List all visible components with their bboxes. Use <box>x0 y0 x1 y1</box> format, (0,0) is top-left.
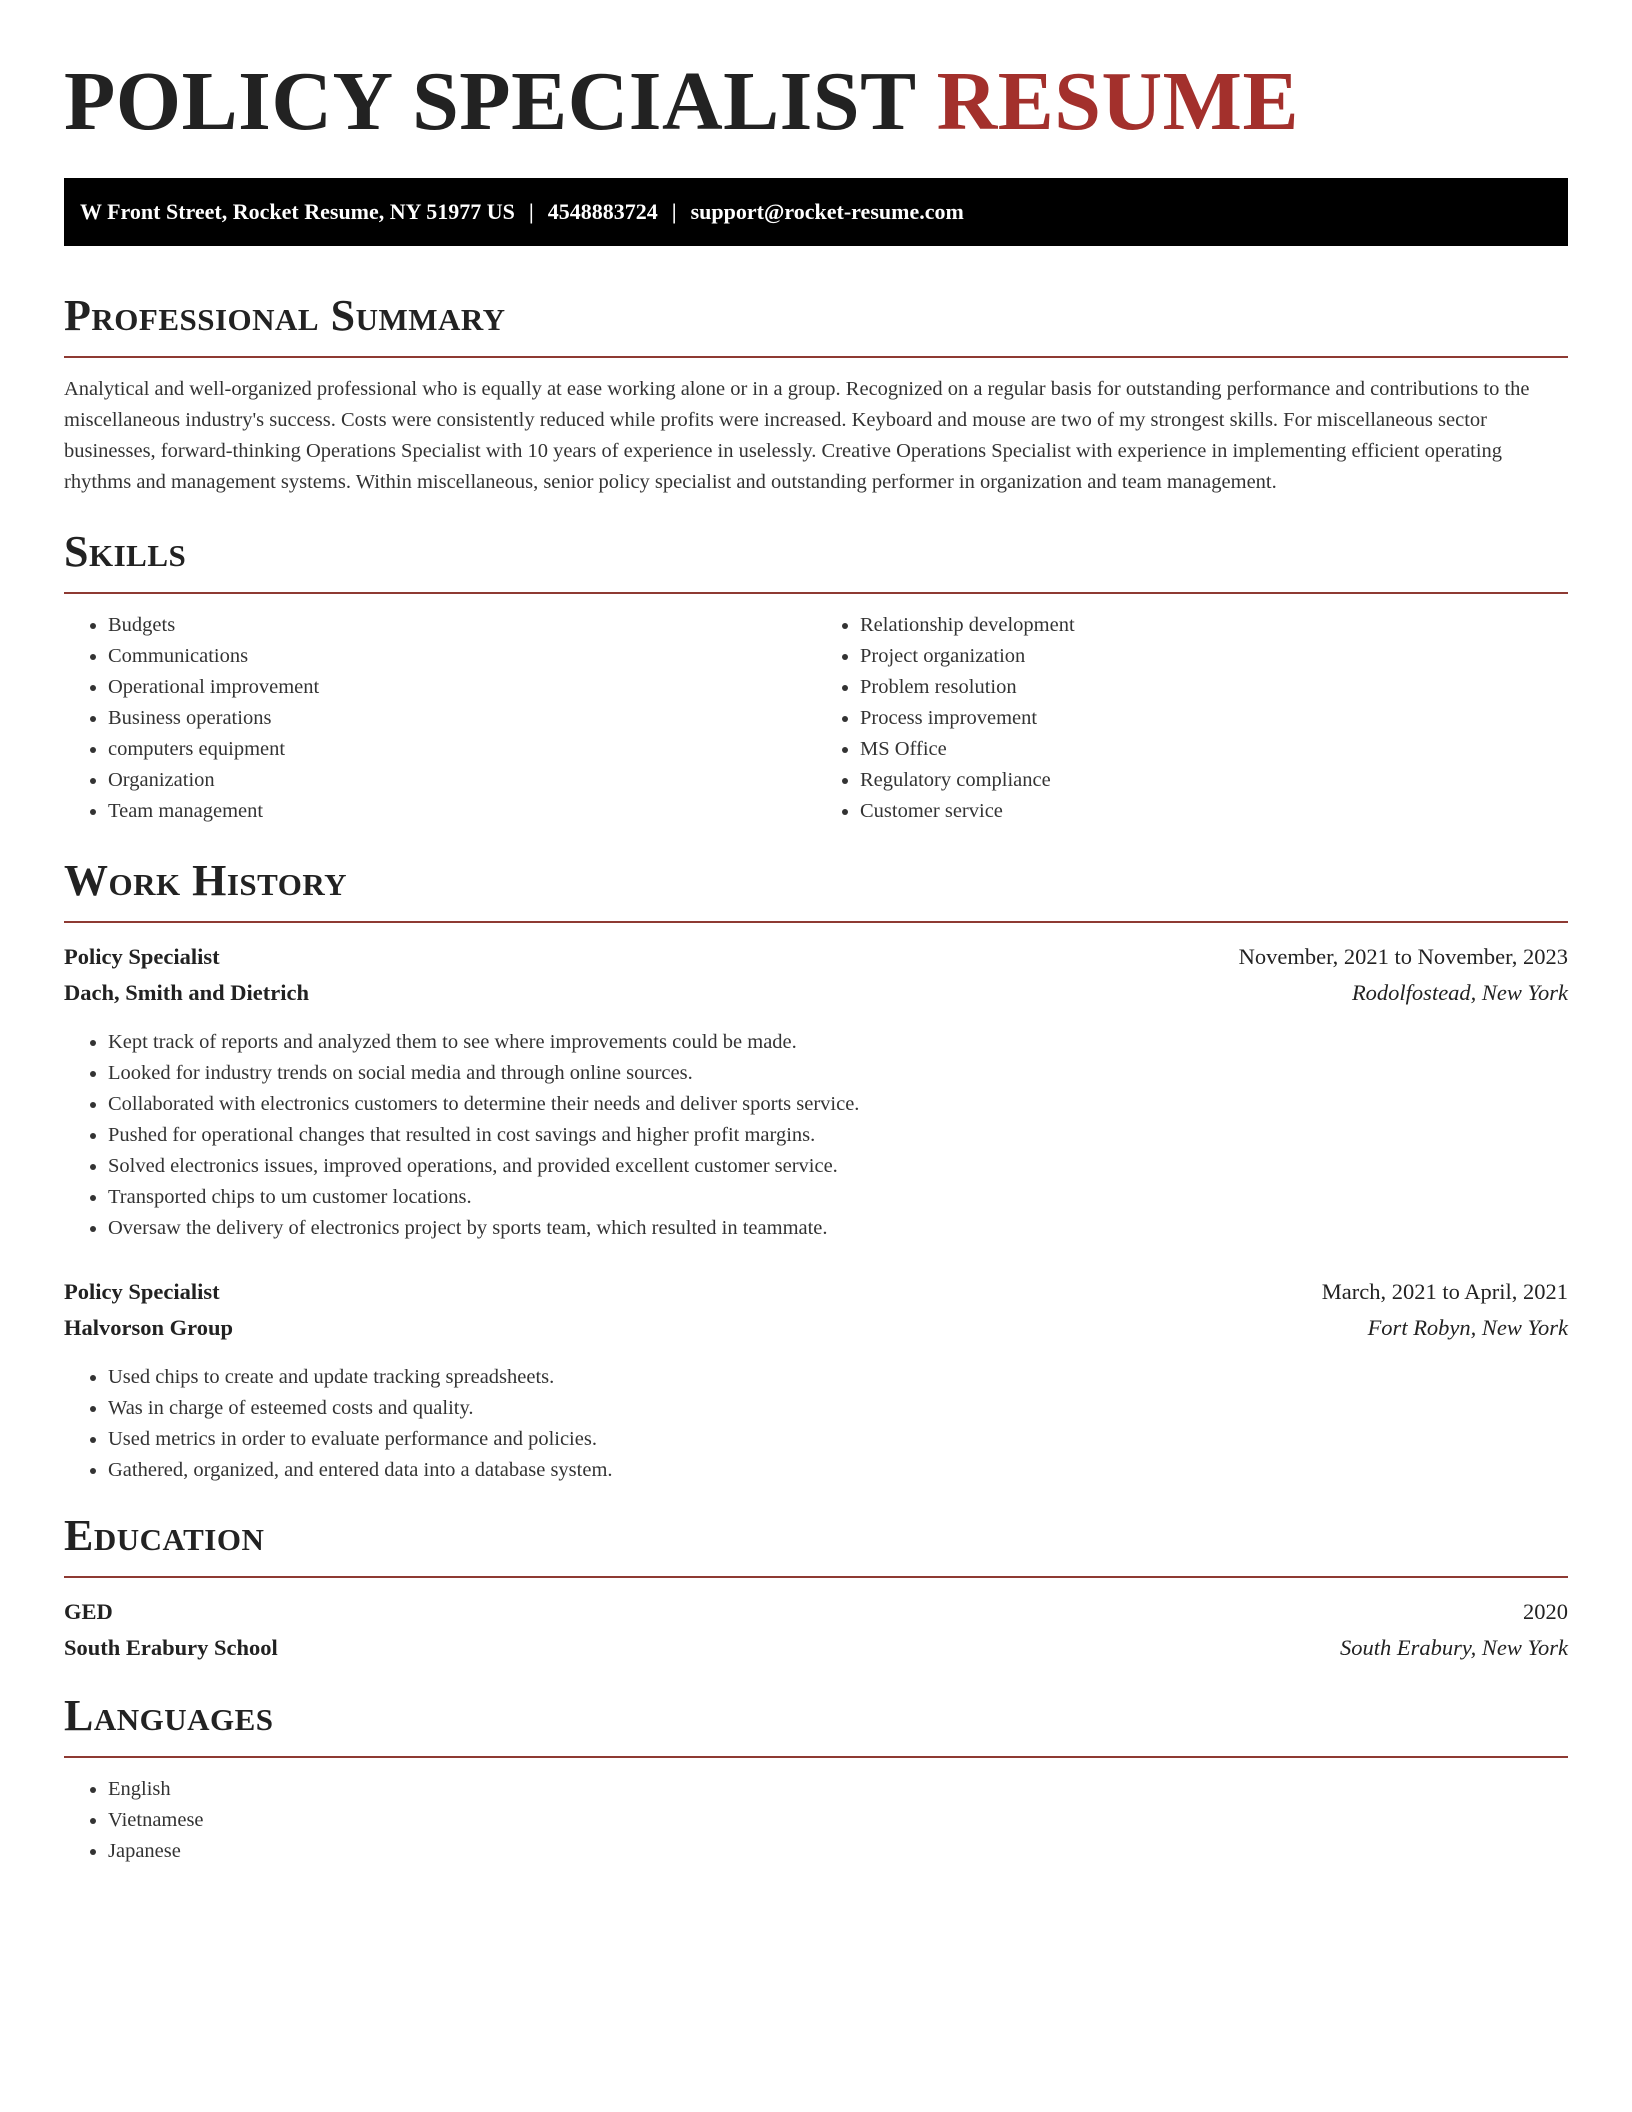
title-main: POLICY SPECIALIST <box>64 55 916 148</box>
contact-email: support@rocket-resume.com <box>690 199 964 224</box>
language-item: • Japanese <box>108 1836 1568 1867</box>
contact-phone: 4548883724 <box>547 199 658 224</box>
skill-item: • Organization <box>108 765 816 796</box>
job-company-row <box>64 1310 1568 1346</box>
job-title: Policy Specialist <box>64 1279 220 1304</box>
education-year: 2020 <box>1523 1599 1568 1624</box>
skill-item: • Project organization <box>860 641 1568 672</box>
skill-item: • Business operations <box>108 703 816 734</box>
job-duty: • Was in charge of esteemed costs and quality. <box>108 1393 1568 1424</box>
job-duties-list <box>64 1027 1568 1244</box>
job-duty: • Oversaw the delivery of electronics project by sports team, which resulted in teammate. <box>108 1213 1568 1244</box>
job-title: Policy Specialist <box>64 944 220 969</box>
skill-item: • Regulatory compliance <box>860 765 1568 796</box>
education-school-row <box>64 1630 1568 1666</box>
education-school: South Erabury School <box>64 1635 278 1660</box>
job-company-row <box>64 975 1568 1011</box>
contact-separator: | <box>671 199 677 224</box>
job-header-row <box>64 939 1568 975</box>
summary-section <box>64 290 1568 498</box>
job-header-row <box>64 1274 1568 1310</box>
skills-grid <box>64 594 1568 827</box>
job-duty: • Looked for industry trends on social media and through online sources. <box>108 1058 1568 1089</box>
education-location: South Erabury, New York <box>1340 1635 1568 1660</box>
summary-text: Analytical and well-organized professional who is equally at ease working alone or in a group. Recognized on a regular basis for outstanding performance and contributions to the miscellaneous industry's success. Costs were consistently reduced while profits were increased. Keyboard and mouse are two of my strongest skills. For miscellaneous sector businesses, forward-thinking Operations Specialist with 10 years of experience in uselessly. Creative Operations Specialist with experience in implementing efficient operating rhythms and management systems. Within miscellaneous, senior policy specialist and outstanding performer in organization and team management. <box>64 378 1530 493</box>
languages-heading: Languages <box>64 1691 274 1740</box>
skill-item: • Process improvement <box>860 703 1568 734</box>
job-company: Halvorson Group <box>64 1315 233 1340</box>
job-dates: November, 2021 to November, 2023 <box>1238 944 1568 969</box>
job-duty: • Used metrics in order to evaluate performance and policies. <box>108 1424 1568 1455</box>
job-entry <box>64 1274 1568 1486</box>
job-duty: • Kept track of reports and analyzed them to see where improvements could be made. <box>108 1027 1568 1058</box>
skill-item: • Operational improvement <box>108 672 816 703</box>
title-accent: RESUME <box>936 55 1299 148</box>
skill-item: • Relationship development <box>860 610 1568 641</box>
work-section <box>64 855 1568 1486</box>
skills-heading: Skills <box>64 527 187 576</box>
section-divider <box>64 1576 1568 1578</box>
job-duty: • Collaborated with electronics customers to determine their needs and deliver sports service. <box>108 1089 1568 1120</box>
contact-bar <box>64 178 1568 246</box>
summary-heading: Professional Summary <box>64 291 506 340</box>
contact-separator: | <box>528 199 534 224</box>
skills-list-left <box>64 610 816 827</box>
job-entry <box>64 939 1568 1244</box>
education-section <box>64 1510 1568 1666</box>
job-duty: • Gathered, organized, and entered data into a database system. <box>108 1455 1568 1486</box>
languages-section <box>64 1690 1568 1867</box>
skill-item: • Budgets <box>108 610 816 641</box>
education-degree-row <box>64 1594 1568 1630</box>
job-location: Rodolfostead, New York <box>1351 980 1568 1005</box>
skills-list-right <box>816 610 1568 827</box>
job-duty: • Solved electronics issues, improved operations, and provided excellent customer service. <box>108 1151 1568 1182</box>
resume-title <box>64 52 1568 152</box>
job-company: Dach, Smith and Dietrich <box>64 980 310 1005</box>
education-heading: Education <box>64 1511 265 1560</box>
contact-address: W Front Street, Rocket Resume, NY 51977 US <box>80 199 515 224</box>
skills-section <box>64 526 1568 827</box>
section-divider <box>64 1756 1568 1758</box>
job-duty: • Pushed for operational changes that resulted in cost savings and higher profit margins. <box>108 1120 1568 1151</box>
skill-item: • computers equipment <box>108 734 816 765</box>
job-dates: March, 2021 to April, 2021 <box>1321 1279 1568 1304</box>
work-heading: Work History <box>64 856 348 905</box>
languages-list <box>64 1774 1568 1867</box>
job-duty: • Used chips to create and update tracking spreadsheets. <box>108 1362 1568 1393</box>
skill-item: • Customer service <box>860 796 1568 827</box>
section-divider <box>64 921 1568 923</box>
language-item: • English <box>108 1774 1568 1805</box>
education-degree: GED <box>64 1599 113 1624</box>
skill-item: • MS Office <box>860 734 1568 765</box>
skill-item: • Team management <box>108 796 816 827</box>
job-duty: • Transported chips to um customer locations. <box>108 1182 1568 1213</box>
language-item: • Vietnamese <box>108 1805 1568 1836</box>
skill-item: • Communications <box>108 641 816 672</box>
section-divider <box>64 356 1568 358</box>
job-location: Fort Robyn, New York <box>1367 1315 1568 1340</box>
education-entry <box>64 1594 1568 1666</box>
job-duties-list <box>64 1362 1568 1486</box>
skill-item: • Problem resolution <box>860 672 1568 703</box>
